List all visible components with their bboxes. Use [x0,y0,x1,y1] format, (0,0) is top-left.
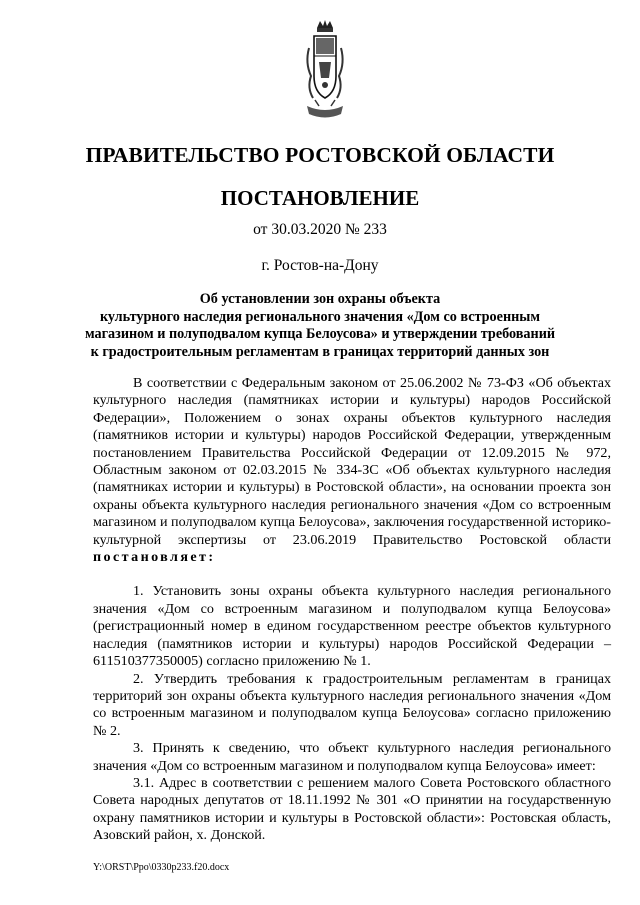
document-type: ПОСТАНОВЛЕНИЕ [220,186,420,210]
document-body [93,375,611,845]
decree-word: постановляет: [93,549,216,566]
subject-line: Об установлении зон охраны объекта [199,291,441,307]
item-3-paragraph: 3. Принять к сведению, что объект культурного наследия регионального значения «Дом со встроенным магазином и полуподвалом купца Белоусова» имеет: [93,740,611,774]
government-name: ПРАВИТЕЛЬСТВО РОСТОВСКОЙ ОБЛАСТИ [85,143,555,167]
item-1-paragraph: 1. Установить зоны охраны объекта культурного наследия регионального значения «Дом со встроенным магазином и полуподвалом купца Белоусова» (регистрационный номер в едином государственном реестре объектов культурного наследия (памятников истории и культуры) народов Российской Федерации – 611510377350005) согласно приложению № 1. [93,583,611,670]
subject-line: магазином и полуподвалом купца Белоусова» и утверждении требований [84,326,556,343]
document-date-number: от 30.03.2020 № 233 [253,221,387,238]
preamble-paragraph [93,375,611,566]
document-city: г. Ростов-на-Дону [261,257,379,274]
preamble-text: В соответствии с Федеральным законом от 25.06.2002 № 73-ФЗ «Об объектах культурного наследия (памятниках истории и культуры) народов Российской Федерации», Положением о зонах охраны объектов культурного наследия (памятников истории и культуры) народов Российской Федерации, утвержденным постановлением Правительства Российской Федерации от 12.09.2015 № 972, Областным законом от 02.03.2015 № 334-ЗС «Об объектах культурного наследия (памятниках истории и культуры) в Ростовской области», на основании проекта зон охраны объекта культурного наследия регионального значения «Дом со встроенным магазином и полуподвалом купца Белоусова», заключения государственной историко-культурной экспертизы от 23.06.2019 Правительство Ростовской области [93,375,611,548]
footer-file-path: Y:\ORST\Ppo\0330p233.f20.docx [93,862,230,873]
coat-of-arms-icon [303,18,347,128]
document-subject [0,291,640,361]
item-3-1-paragraph: 3.1. Адрес в соответствии с решением малого Совета Ростовского областного Совета народных депутатов от 18.11.1992 № 301 «О принятии на государственную охрану памятников истории и культуры в Ростовской области»: Ростовская область, Азовский район, х. Донской. [93,774,611,844]
subject-line: к градостроительным регламентам в границах территорий данных зон [90,343,550,360]
subject-line: культурного наследия регионального значения «Дом со встроенным [99,308,541,325]
item-2-paragraph: 2. Утвердить требования к градостроительным регламентам в границах территорий зон охраны объекта культурного наследия регионального значения «Дом со встроенным магазином и полуподвалом купца Белоусова» согласно приложению № 2. [93,670,611,739]
